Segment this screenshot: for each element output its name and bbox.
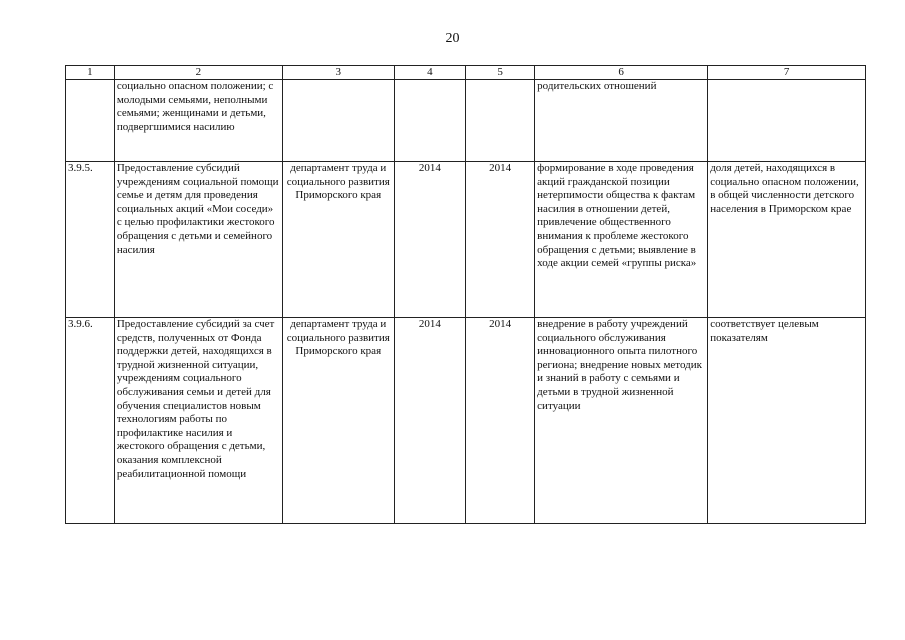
table-row — [66, 80, 866, 162]
start-year-cell: 2014 — [394, 162, 465, 318]
row-id-cell: 3.9.6. — [66, 318, 115, 524]
indicator-cell: доля детей, находящихся в социально опасном положении, в общей численности детского населения в Приморском крае — [708, 162, 866, 318]
start-year-cell — [394, 80, 465, 162]
result-cell: формирование в ходе проведения акций гражданской позиции нетерпимости общества к фактам насилия в отношении детей, привлечение общественного внимания к проблеме жестокого обращения с детьми; выявление в ходе акции семей «группы риска» — [535, 162, 708, 318]
result-cell: внедрение в работу учреждений социального обслуживания инновационного опыта пилотного региона; внедрение новых методик и знаний в работу с семьями и детьми в трудной жизненной ситуации — [535, 318, 708, 524]
table-row — [66, 318, 866, 524]
start-year-cell: 2014 — [394, 318, 465, 524]
page-number: 20 — [445, 31, 460, 46]
activity-cell: социально опасном положении; с молодыми семьями, неполными семьями; женщинами и детьми, подвергшимися насилию — [114, 80, 282, 162]
indicator-cell — [708, 80, 866, 162]
header-row — [66, 66, 866, 80]
column-header: 5 — [465, 66, 534, 80]
row-id-cell — [66, 80, 115, 162]
table-row — [66, 162, 866, 318]
row-id-cell: 3.9.5. — [66, 162, 115, 318]
activity-cell: Предоставление субсидий за счет средств, полученных от Фонда поддержки детей, находящихся в трудной жизненной ситуации, учреждениям социального обслуживания семьи и детей для обучения специалистов новым технологиям работы по профилактике насилия и жестокого обращения с детьми, оказания комплексной реабилитационной помощи — [114, 318, 282, 524]
column-header: 3 — [282, 66, 394, 80]
end-year-cell — [465, 80, 534, 162]
column-header: 1 — [66, 66, 115, 80]
result-cell: родительских отношений — [535, 80, 708, 162]
end-year-cell: 2014 — [465, 318, 534, 524]
column-header: 7 — [708, 66, 866, 80]
column-header: 4 — [394, 66, 465, 80]
column-header: 6 — [535, 66, 708, 80]
executor-cell: департамент труда и социального развития Приморского края — [282, 162, 394, 318]
executor-cell — [282, 80, 394, 162]
column-header: 2 — [114, 66, 282, 80]
executor-cell: департамент труда и социального развития Приморского края — [282, 318, 394, 524]
program-table — [65, 65, 866, 524]
end-year-cell: 2014 — [465, 162, 534, 318]
activity-cell: Предоставление субсидий учреждениям социальной помощи семье и детям для проведения социальных акций «Мои соседи» с целью профилактики жестокого обращения с детьми и семейного насилия — [114, 162, 282, 318]
indicator-cell: соответствует целевым показателям — [708, 318, 866, 524]
